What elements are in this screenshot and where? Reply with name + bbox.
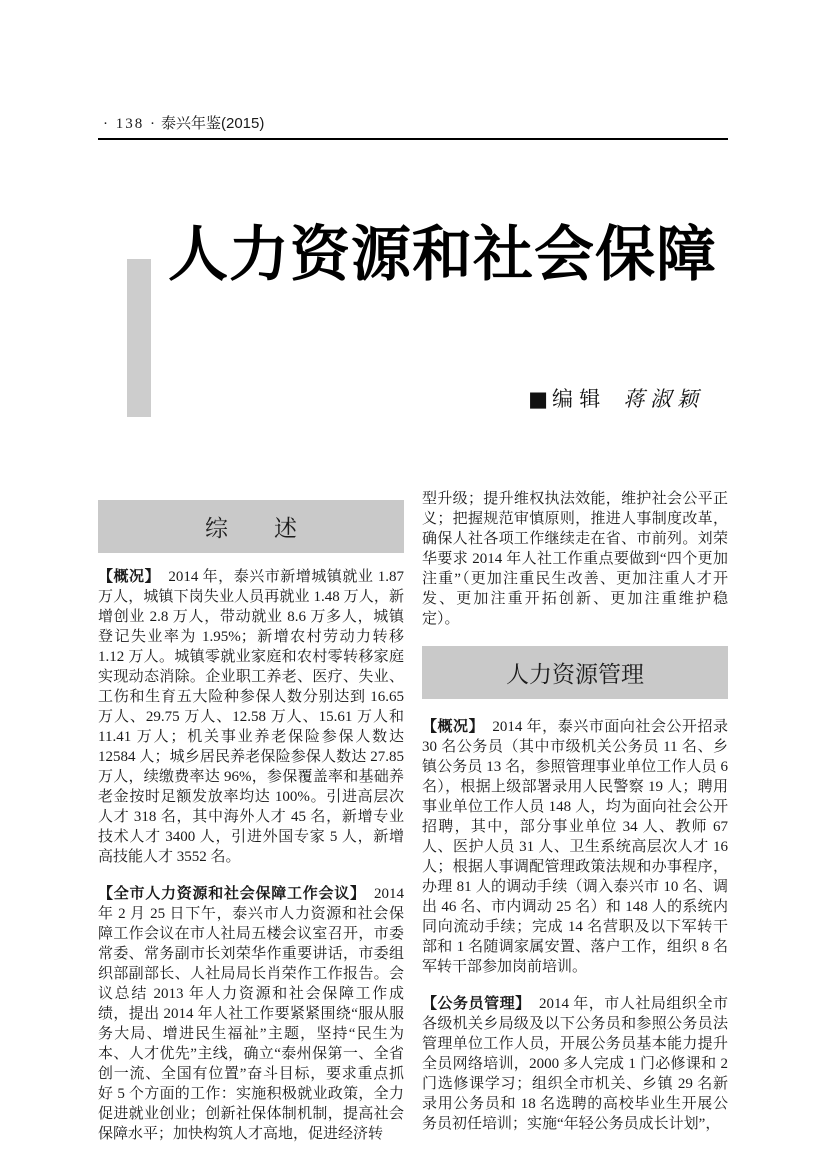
left-column	[98, 489, 404, 1144]
paragraph-tag: 【公务员管理】	[422, 995, 531, 1012]
editor-line	[528, 383, 704, 413]
paragraph-tag: 【全市人力资源和社会保障工作会议】	[98, 885, 366, 902]
section-heading-overview: 综 述	[98, 500, 404, 553]
title-accent-bar	[127, 259, 151, 417]
editor-name: 蒋淑颖	[623, 387, 704, 411]
content-columns	[98, 489, 728, 1144]
paragraph-continuation	[422, 489, 728, 629]
book-title: 泰兴年鉴(2015)	[161, 115, 265, 132]
editor-label: 编辑	[551, 387, 607, 411]
paragraph-text: 2014 年，泰兴市面向社会公开招录 30 名公务员（其中市级机关公务员 11 名、乡镇公务员 13 名，参照管理事业单位工作人员 6 名），根据上级部署录用人民警察 19 人；聘用事业单位工作人员 148 人，均为面向社会公开招聘，其中，部分事业单位 34 人、教师 67 人、医护人员 31 人、卫生系统高层次人才 16 人；根据人事调配管理政策法规和办事程序，办理 81 人的调动手续（调入泰兴市 10 名、调出 46 名、市内调动 25 名）和 148 人的系统内同向流动手续；完成 14 名营职及以下军转干部和 1 名随调家属安置、落户工作，组织 8 名军转干部参加岗前培训。	[422, 719, 728, 975]
paragraph-tag: 【概况】	[98, 568, 161, 585]
paragraph-text: 2014 年，泰兴市新增城镇就业 1.87 万人，城镇下岗失业人员再就业 1.48 万人，新增创业 2.8 万人，带动就业 8.6 万多人，城镇登记失业率为 1.95%；新增农村劳动力转移 1.12 万人。城镇零就业家庭和农村零转移家庭实现动态消除。企业职工养老、医疗、失业、工伤和生育五大险种参保人数分别达到 16.65 万人、29.75 万人、12.58 万人、15.61 万人和 11.41 万人；机关事业养老保险参保人数达 12584 人；城乡居民养老保险参保人数达 27.85 万人，续缴费率达 96%，参保覆盖率和基础养老金按时足额发放率均达 100%。引进高层次人才 318 名，其中海外人才 45 名，新增专业技术人才 3400 人，引进外国专家 5 人，新增高技能人才 3552 名。	[98, 569, 404, 865]
header-line	[98, 112, 728, 133]
paragraph-text: 2014 年 2 月 25 日下午，泰兴市人力资源和社会保障工作会议在市人社局五楼会议室召开，市委常委、常务副市长刘荣华作重要讲话，市委组织部副部长、人社局局长肖荣作工作报告。会议总结 2013 年人力资源和社会保障工作成绩，提出 2014 年人社工作要紧紧围绕“服从服务大局、增进民生福祉”主题，坚持“民生为本、人才优先”主线，确立“泰州保第一、全省创一流、全国有位置”奋斗目标，要求重点抓好 5 个方面的工作：实施积极就业政策，全力促进就业创业；创新社保体制机制，提高社会保障水平；加快构筑人才高地，促进经济转	[98, 886, 404, 1142]
paragraph-hr-overview	[422, 717, 728, 977]
paragraph-text: 型升级；提升维权执法效能，维护社会公平正义；把握规范审慎原则，推进人事制度改革，确保人社各项工作继续走在省、市前列。刘荣华要求 2014 年人社工作重点要做到“四个更加注重”（更加注重民生改善、更加注重人才开发、更加注重开拓创新、更加注重维护稳定）。	[422, 491, 728, 627]
page-header	[98, 112, 728, 140]
paragraph-text: 2014 年，市人社局组织全市各级机关乡局级及以下公务员和参照公务员法管理单位工作人员，开展公务员基本能力提升全员网络培训，2000 多人完成 1 门必修课和 2 门选修课学习；组织全市机关、乡镇 29 名新录用公务员和 18 名选聘的高校毕业生开展公务员初任培训；实施“年轻公务员成长计划”，	[422, 996, 728, 1132]
chapter-title: 人力资源和社会保障	[168, 222, 717, 288]
paragraph-work-conference	[98, 884, 404, 1144]
header-rule	[98, 138, 728, 140]
right-column	[422, 489, 728, 1144]
paragraph-tag: 【概况】	[422, 718, 485, 735]
paragraph-overview	[98, 567, 404, 867]
section-heading-hr-management: 人力资源管理	[422, 646, 728, 699]
editor-marker-icon: ■	[528, 387, 548, 411]
paragraph-civil-servant-management	[422, 994, 728, 1134]
page-number: · 138 ·	[103, 116, 157, 132]
